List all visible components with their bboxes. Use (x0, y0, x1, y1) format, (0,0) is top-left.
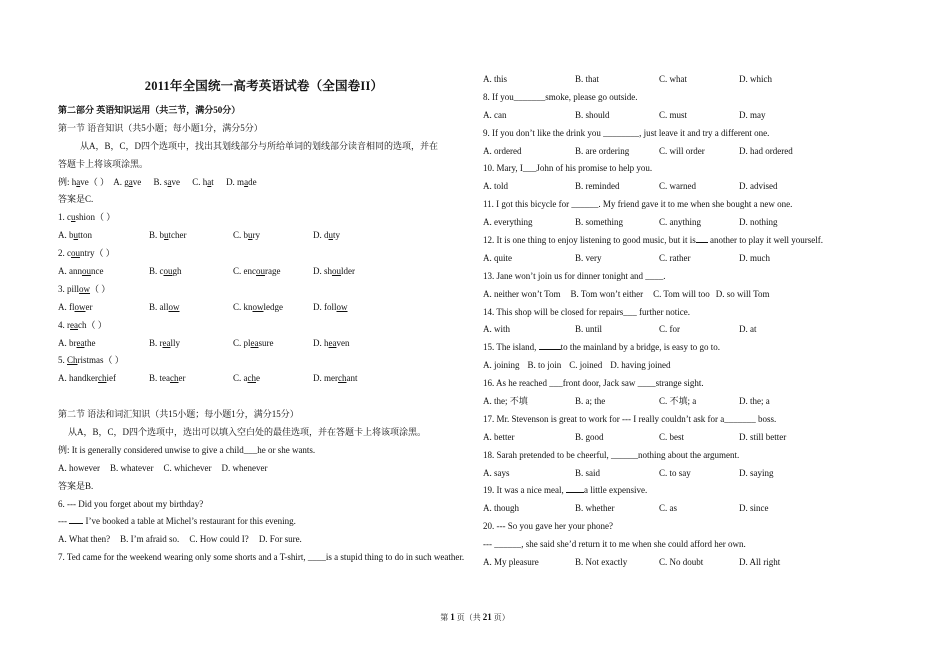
option-b[interactable]: B. really (149, 337, 181, 348)
question-9-options (483, 143, 863, 161)
option-c[interactable]: C. will order (659, 145, 705, 156)
option-a[interactable]: A. this (483, 74, 508, 84)
option-a[interactable]: A. button (58, 230, 93, 241)
question-6: 6. --- Did you forget about my birthday? (58, 498, 204, 509)
page-number: 1 (450, 612, 455, 622)
option-b[interactable]: B. until (575, 324, 603, 335)
option-b[interactable]: B. I’m afraid so. (120, 534, 180, 545)
question-19-options (483, 500, 863, 518)
question-16-options (483, 393, 863, 411)
option-a[interactable]: A. announce (58, 266, 104, 277)
option-c[interactable]: C. ache (233, 373, 260, 384)
left-column (58, 72, 470, 585)
option-b[interactable]: B. allow (149, 301, 180, 312)
question-10-options (483, 178, 863, 196)
option-c[interactable]: C. bury (233, 230, 261, 241)
option-b[interactable]: B. reminded (575, 181, 620, 192)
question-2-options (58, 263, 470, 281)
spacer (58, 388, 470, 406)
option-c[interactable]: C. encourage (233, 266, 281, 277)
question-17-options (483, 429, 863, 447)
option-d[interactable]: D. having joined (610, 360, 671, 371)
option-a[interactable]: A. handkerchief (58, 373, 116, 384)
option-a[interactable]: A. quite (483, 252, 512, 263)
section-instruction: 从A，B，C，D四个选项中，找出其划线部分与所给单词的划线部分读音相同的选项，并在 (80, 140, 439, 151)
option-b[interactable]: B. very (575, 252, 602, 263)
option-c[interactable]: C. pleasure (233, 337, 274, 348)
option-b[interactable]: B. to join (527, 360, 562, 371)
question-20: 20. --- So you gave her your phone? (483, 521, 613, 532)
option-d[interactable]: D. the; a (739, 396, 770, 407)
question-18-options (483, 465, 863, 483)
option-b[interactable]: B. a; the (575, 396, 606, 407)
option-d[interactable]: D. may (739, 109, 766, 120)
option-a[interactable]: A. says (483, 467, 510, 478)
option-d[interactable]: D. at (739, 324, 757, 335)
question-3: 3. pillow（ ） (58, 283, 111, 294)
option-b[interactable]: B. cough (149, 266, 182, 277)
section-heading: 第二节 语法和词汇知识（共15小题；每小题1分，满分15分） (58, 409, 299, 420)
option-b[interactable]: B. Tom won’t either (570, 288, 644, 299)
section-instruction: 从A，B，C，D四个选项中，选出可以填入空白处的最佳选项，并在答题卡上将该项涂黑。 (68, 427, 427, 438)
option-a[interactable]: A. the; 不填 (483, 396, 528, 407)
part-heading: 第二部分 英语知识运用（共三节，满分50分） (58, 105, 241, 115)
question-14: 14. This shop will be closed for repairs___ further notice. (483, 306, 691, 317)
option-d[interactable]: D. merchant (313, 373, 358, 384)
question-15: 15. The island, to the mainland by a bridge, is easy to go to. (483, 342, 721, 353)
option-c[interactable]: C. to say (659, 467, 691, 478)
option-b[interactable]: B. something (575, 217, 624, 228)
option-b[interactable]: B. are ordering (575, 145, 630, 156)
option-a[interactable]: A. told (483, 181, 509, 192)
option-a[interactable]: A. ordered (483, 145, 522, 156)
example-options: A. however B. whatever C. whichever D. whenever (58, 462, 268, 473)
example-answer: 答案是B. (58, 480, 94, 491)
option-a[interactable]: A. breathe (58, 337, 96, 348)
option-c[interactable]: C. Tom will too (653, 288, 710, 299)
option-b[interactable]: B. good (575, 431, 604, 442)
option-c[interactable]: C. must (659, 109, 688, 120)
question-4-options (58, 335, 470, 353)
question-3-options (58, 299, 470, 317)
question-20-options (483, 554, 863, 572)
example-line: 例: have（ ） A. gave B. save C. hat D. made (58, 176, 257, 187)
option-b[interactable]: B. teacher (149, 373, 186, 384)
option-a[interactable]: A. joining (483, 360, 520, 371)
example-line: 例: It is generally considered unwise to give a child___he or she wants. (58, 444, 316, 455)
option-c[interactable]: C. How could I? (189, 534, 249, 545)
question-16: 16. As he reached ___front door, Jack saw ____strange sight. (483, 378, 704, 389)
question-11: 11. I got this bicycle for ______. My friend gave it to me when she bought a new one. (483, 199, 793, 210)
option-c[interactable]: C. knowledge (233, 301, 284, 312)
question-1-options (58, 227, 470, 245)
option-d[interactable]: D. nothing (739, 217, 778, 228)
option-c[interactable]: C. warned (659, 181, 696, 192)
question-6-reply: --- I’ve booked a table at Michel’s restaurant for this evening. (58, 516, 296, 527)
option-a[interactable]: A. everything (483, 217, 533, 228)
question-8: 8. If you_______smoke, please go outside. (483, 91, 638, 102)
question-8-options (483, 107, 863, 125)
option-d[interactable]: D. heaven (313, 337, 350, 348)
option-a[interactable]: A. flower (58, 301, 93, 312)
option-a[interactable]: A. neither won’t Tom (483, 288, 561, 299)
option-b[interactable]: B. said (575, 467, 601, 478)
question-11-options (483, 214, 863, 232)
question-5: 5. Christmas（ ） (58, 355, 124, 366)
example-answer: 答案是C. (58, 194, 94, 205)
question-18: 18. Sarah pretended to be cheerful, ______nothing about the argument. (483, 449, 740, 460)
option-d[interactable]: D. still better (739, 431, 787, 442)
question-7-options (483, 71, 863, 89)
page-footer: 第 1 页（共 21 页） (440, 612, 510, 622)
option-a[interactable]: A. though (483, 503, 519, 514)
question-14-options (483, 321, 863, 339)
question-20-reply: --- ______, she said she’d return it to me when she could afford her own. (483, 539, 746, 550)
option-c[interactable]: C. anything (659, 217, 701, 228)
option-d[interactable]: D. since (739, 503, 769, 514)
right-column (483, 71, 863, 572)
option-b[interactable]: B. whether (575, 503, 615, 514)
question-2: 2. country（ ） (58, 248, 115, 259)
option-d[interactable]: D. advised (739, 181, 778, 192)
option-c[interactable]: C. 不填; a (659, 396, 697, 407)
option-c[interactable]: C. rather (659, 252, 691, 263)
option-c[interactable]: C. as (659, 503, 677, 514)
page-title: 2011年全国统一高考英语试卷（全国卷II） (144, 79, 384, 93)
page-total: 21 (482, 612, 492, 622)
question-13: 13. Jane won’t join us for dinner tonight and ____. (483, 270, 666, 281)
option-d[interactable]: D. saying (739, 467, 774, 478)
option-d[interactable]: D. shoulder (313, 266, 356, 277)
option-b[interactable]: B. that (575, 74, 599, 84)
option-d[interactable]: D. All right (739, 557, 781, 568)
option-d[interactable]: D. For sure. (258, 534, 302, 545)
question-12-options (483, 250, 863, 268)
question-7: 7. Ted came for the weekend wearing only some shorts and a T-shirt, ____is a stupid thing to do in such weather. (58, 552, 465, 563)
question-17: 17. Mr. Stevenson is great to work for --- I really couldn’t ask for a_______ boss. (483, 413, 777, 424)
option-c[interactable]: C. No doubt (659, 557, 704, 568)
question-9: 9. If you don’t like the drink you ________, just leave it and try a different one. (483, 127, 770, 138)
section-heading: 第一节 语音知识（共5小题；每小题1分，满分5分） (58, 122, 263, 133)
question-13-options (483, 286, 863, 304)
option-d[interactable]: D. much (739, 252, 770, 263)
section-instruction: 答题卡上将该项涂黑。 (58, 158, 149, 169)
question-1: 1. cushion（ ） (58, 212, 116, 223)
option-d[interactable]: D. had ordered (739, 145, 793, 156)
option-b[interactable]: B. should (575, 109, 610, 120)
option-a[interactable]: A. My pleasure (483, 557, 539, 568)
option-d[interactable]: D. follow (313, 301, 348, 312)
question-15-options (483, 357, 863, 375)
option-a[interactable]: A. better (483, 431, 515, 442)
option-b[interactable]: B. butcher (149, 230, 187, 241)
question-12: 12. It is one thing to enjoy listening to good music, but it is another to play it well yourself. (483, 235, 823, 246)
option-c[interactable]: C. best (659, 431, 685, 442)
option-c[interactable]: C. joined (569, 360, 603, 371)
option-d[interactable]: D. which (739, 74, 772, 84)
question-19: 19. It was a nice meal, a little expensive. (483, 485, 648, 496)
option-c[interactable]: C. for (659, 324, 680, 335)
question-4: 4. reach（ ） (58, 319, 107, 330)
question-6-options (58, 531, 470, 549)
question-10: 10. Mary, I___John of his promise to help you. (483, 163, 653, 174)
option-a[interactable]: A. can (483, 109, 507, 120)
option-a[interactable]: A. What then? (58, 534, 111, 545)
option-b[interactable]: B. Not exactly (575, 557, 628, 568)
question-5-options (58, 370, 470, 388)
option-a[interactable]: A. with (483, 324, 510, 335)
option-d[interactable]: D. duty (313, 230, 341, 241)
option-d[interactable]: D. so will Tom (715, 288, 770, 299)
option-c[interactable]: C. what (659, 74, 687, 84)
